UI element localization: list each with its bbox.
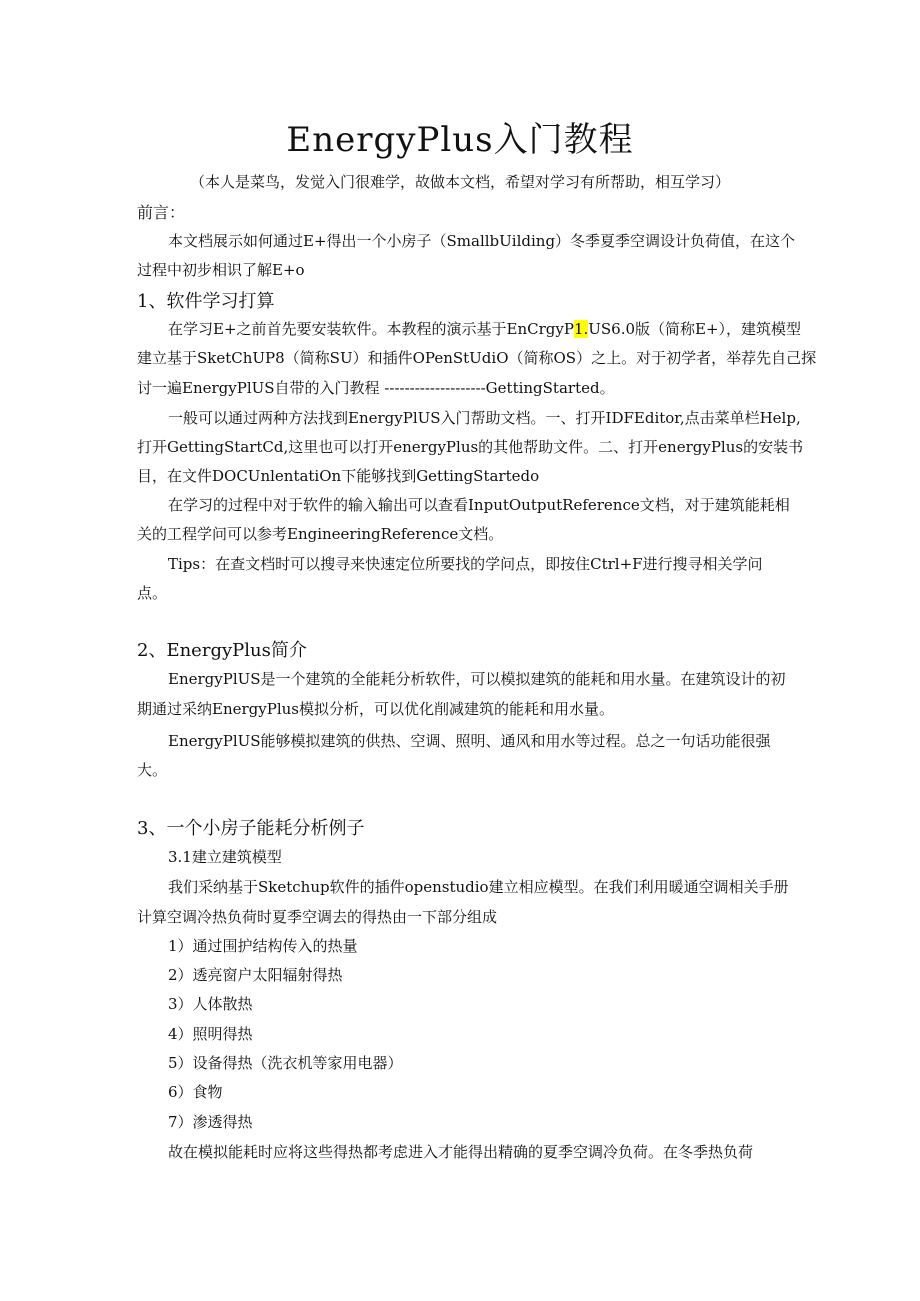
list-item: 4）照明得热 xyxy=(168,1025,253,1043)
section-2-heading: 2、EnergyPlus简介 xyxy=(137,640,307,661)
list-item: 5）设备得热（洗衣机等家用电器） xyxy=(168,1054,403,1072)
section-3-heading: 3、一个小房子能耗分析例子 xyxy=(137,818,365,839)
preface-line: 过程中初步相识了解E+o xyxy=(137,261,305,279)
text-run: 在学习E+之前首先要安装软件。本教程的演示基于EnCrgyP xyxy=(168,320,574,338)
preface-heading: 前言： xyxy=(137,203,186,222)
section-2-paragraph-line: EnergyPlUS是一个建筑的全能耗分析软件，可以模拟建筑的能耗和用水量。在建筑设计的初 xyxy=(168,670,786,688)
document-title: EnergyPlus入门教程 xyxy=(286,120,634,160)
list-item: 7）渗透得热 xyxy=(168,1113,253,1131)
highlighted-text: 1. xyxy=(573,320,589,338)
section-2-paragraph-line: 大。 xyxy=(137,761,168,779)
section-3-paragraph-line: 我们采纳基于Sketchup软件的插件openstudio建立相应模型。在我们利用暖通空调相关手册 xyxy=(168,878,789,896)
section-1-paragraph-line: 打开GettingStartCd,这里也可以打开energyPlus的其他帮助文件。二、打开energyPlus的安装书 xyxy=(137,438,804,456)
section-3-paragraph-line: 计算空调冷热负荷时夏季空调去的得热由一下部分组成 xyxy=(137,908,498,926)
section-1-heading: 1、软件学习打算 xyxy=(137,291,275,312)
list-item: 2）透亮窗户太阳辐射得热 xyxy=(168,966,343,984)
tips-line: 点。 xyxy=(137,584,168,602)
tips-line: Tips：在查文档时可以搜寻来快速定位所要找的学问点，即按住Ctrl+F进行搜寻相关学问 xyxy=(168,555,763,573)
section-3-subheading: 3.1建立建筑模型 xyxy=(168,848,282,866)
list-item: 1）通过围护结构传入的热量 xyxy=(168,937,358,955)
section-2-paragraph-line: 期通过采纳EnergyPlus模拟分析，可以优化削减建筑的能耗和用水量。 xyxy=(137,700,614,718)
text-run: US6.0版（简称E+），建筑模型 xyxy=(588,320,802,338)
section-1-paragraph-line: 讨一遍EnergyPlUS自带的入门教程 --------------------GettingStarted。 xyxy=(137,379,615,397)
section-1-paragraph-line: 目，在文件DOCUnlentatiOn下能够找到GettingStartedo xyxy=(137,467,540,485)
preface-line: 本文档展示如何通过E+得出一个小房子（SmallbUilding）冬季夏季空调设计负荷值，在这个 xyxy=(168,232,796,250)
document-subtitle: （本人是菜鸟，发觉入门很难学，故做本文档，希望对学习有所帮助，相互学习） xyxy=(189,173,730,191)
section-1-paragraph-line xyxy=(168,318,828,339)
section-1-paragraph-line: 关的工程学问可以参考EngineeringReference文档。 xyxy=(137,525,504,543)
section-1-paragraph-line: 一般可以通过两种方法找到EnergyPlUS入门帮助文档。一、打开IDFEditor,点击菜单栏Help, xyxy=(168,409,801,427)
list-item: 3）人体散热 xyxy=(168,995,253,1013)
section-2-paragraph-line: EnergyPlUS能够模拟建筑的供热、空调、照明、通风和用水等过程。总之一句话功能很强 xyxy=(168,732,771,750)
section-1-paragraph-line: 在学习的过程中对于软件的输入输出可以查看InputOutputReference文档，对于建筑能耗相 xyxy=(168,496,790,514)
section-1-paragraph-line: 建立基于SketChUP8（简称SU）和插件OPenStUdiO（简称OS）之上。对于初学者，举荐先自己探 xyxy=(137,349,817,367)
list-item: 6）食物 xyxy=(168,1083,223,1101)
section-3-paragraph-line: 故在模拟能耗时应将这些得热都考虑进入才能得出精确的夏季空调冷负荷。在冬季热负荷 xyxy=(168,1143,754,1161)
